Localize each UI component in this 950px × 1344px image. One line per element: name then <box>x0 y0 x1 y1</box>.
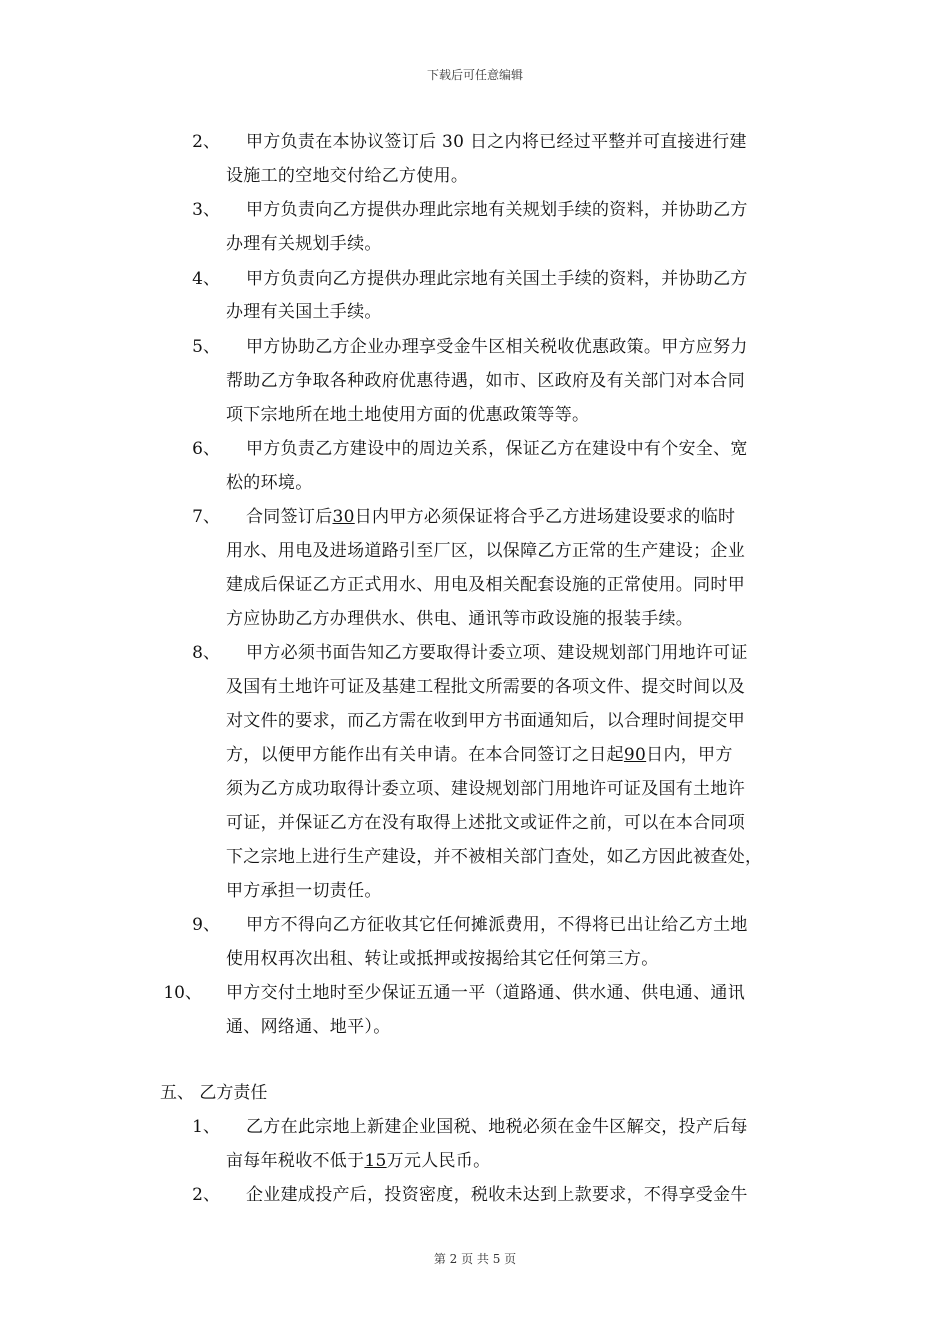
item-number: 5、 <box>192 337 220 357</box>
item-text-line: 企业建成投产后，投资密度，税收未达到上款要求，不得享受金牛 <box>246 1185 748 1205</box>
item-number: 4、 <box>192 269 220 289</box>
item-number: 6、 <box>192 439 220 459</box>
section-heading: 五、 乙方责任 <box>160 1083 268 1103</box>
item-text-line: 对文件的要求，而乙方需在收到甲方书面通知后，以合理时间提交甲 <box>226 711 745 731</box>
item-text-line: 亩每年税收不低于15万元人民币。 <box>226 1151 491 1171</box>
item-text-line: 通、网络通、地平）。 <box>226 1017 391 1037</box>
item-text-line: 办理有关国土手续。 <box>226 302 382 322</box>
item-text-line: 甲方负责向乙方提供办理此宗地有关规划手续的资料，并协助乙方 <box>246 200 748 220</box>
item-text-line: 甲方承担一切责任。 <box>226 881 382 901</box>
item-number: 2、 <box>192 132 220 152</box>
item-text-line: 及国有土地许可证及基建工程批文所需要的各项文件、提交时间以及 <box>226 677 745 697</box>
page-footer: 第 2 页 共 5 页 <box>433 1252 517 1266</box>
item-text-line: 使用权再次出租、转让或抵押或按揭给其它任何第三方。 <box>226 949 659 969</box>
item-text-line: 帮助乙方争取各种政府优惠待遇，如市、区政府及有关部门对本合同 <box>226 371 745 391</box>
item-text-line: 下之宗地上进行生产建设，并不被相关部门查处，如乙方因此被查处， <box>226 847 763 867</box>
item-number: 2、 <box>192 1185 220 1205</box>
item-text-line: 方应协助乙方办理供水、供电、通讯等市政设施的报装手续。 <box>226 609 694 629</box>
item-text-line: 松的环境。 <box>226 473 313 493</box>
underlined-value: 15 <box>364 1151 387 1171</box>
page-header: 下载后可任意编辑 <box>426 68 523 82</box>
item-text-line: 项下宗地所在地土地使用方面的优惠政策等等。 <box>226 405 590 425</box>
item-text-line: 建成后保证乙方正式用水、用电及相关配套设施的正常使用。同时甲 <box>226 575 745 595</box>
item-text-line: 甲方不得向乙方征收其它任何摊派费用，不得将已出让给乙方土地 <box>246 915 748 935</box>
item-number: 9、 <box>192 915 220 935</box>
item-text-line: 甲方协助乙方企业办理享受金牛区相关税收优惠政策。甲方应努力 <box>246 337 748 357</box>
item-text-line: 甲方必须书面告知乙方要取得计委立项、建设规划部门用地许可证 <box>246 643 748 663</box>
item-text-line: 甲方负责在本协议签订后 30 日之内将已经过平整并可直接进行建 <box>246 132 747 152</box>
item-text-line: 须为乙方成功取得计委立项、建设规划部门用地许可证及国有土地许 <box>226 779 745 799</box>
item-text-line: 设施工的空地交付给乙方使用。 <box>226 166 469 186</box>
item-number: 3、 <box>192 200 220 220</box>
item-text-line: 可证，并保证乙方在没有取得上述批文或证件之前，可以在本合同项 <box>226 813 745 833</box>
item-text-line: 办理有关规划手续。 <box>226 234 382 254</box>
item-text-line: 甲方负责向乙方提供办理此宗地有关国土手续的资料，并协助乙方 <box>246 269 748 289</box>
item-text-line: 用水、用电及进场道路引至厂区，以保障乙方正常的生产建设；企业 <box>226 541 745 561</box>
item-text-line: 乙方在此宗地上新建企业国税、地税必须在金牛区解交，投产后每 <box>246 1117 748 1137</box>
item-number: 1、 <box>192 1117 220 1137</box>
item-text-line: 甲方交付土地时至少保证五通一平（道路通、供水通、供电通、通讯 <box>226 983 745 1003</box>
underlined-value: 30 <box>332 507 355 527</box>
item-text-line: 甲方负责乙方建设中的周边关系，保证乙方在建设中有个安全、宽 <box>246 439 748 459</box>
underlined-value: 90 <box>623 745 647 765</box>
item-number: 7、 <box>192 507 220 527</box>
item-number: 8、 <box>192 643 220 663</box>
item-text-line: 合同签订后30日内甲方必须保证将合乎乙方进场建设要求的临时 <box>246 507 736 527</box>
item-number: 10、 <box>163 983 202 1003</box>
item-text-line: 方，以便甲方能作出有关申请。在本合同签订之日起90日内，甲方 <box>226 745 733 765</box>
